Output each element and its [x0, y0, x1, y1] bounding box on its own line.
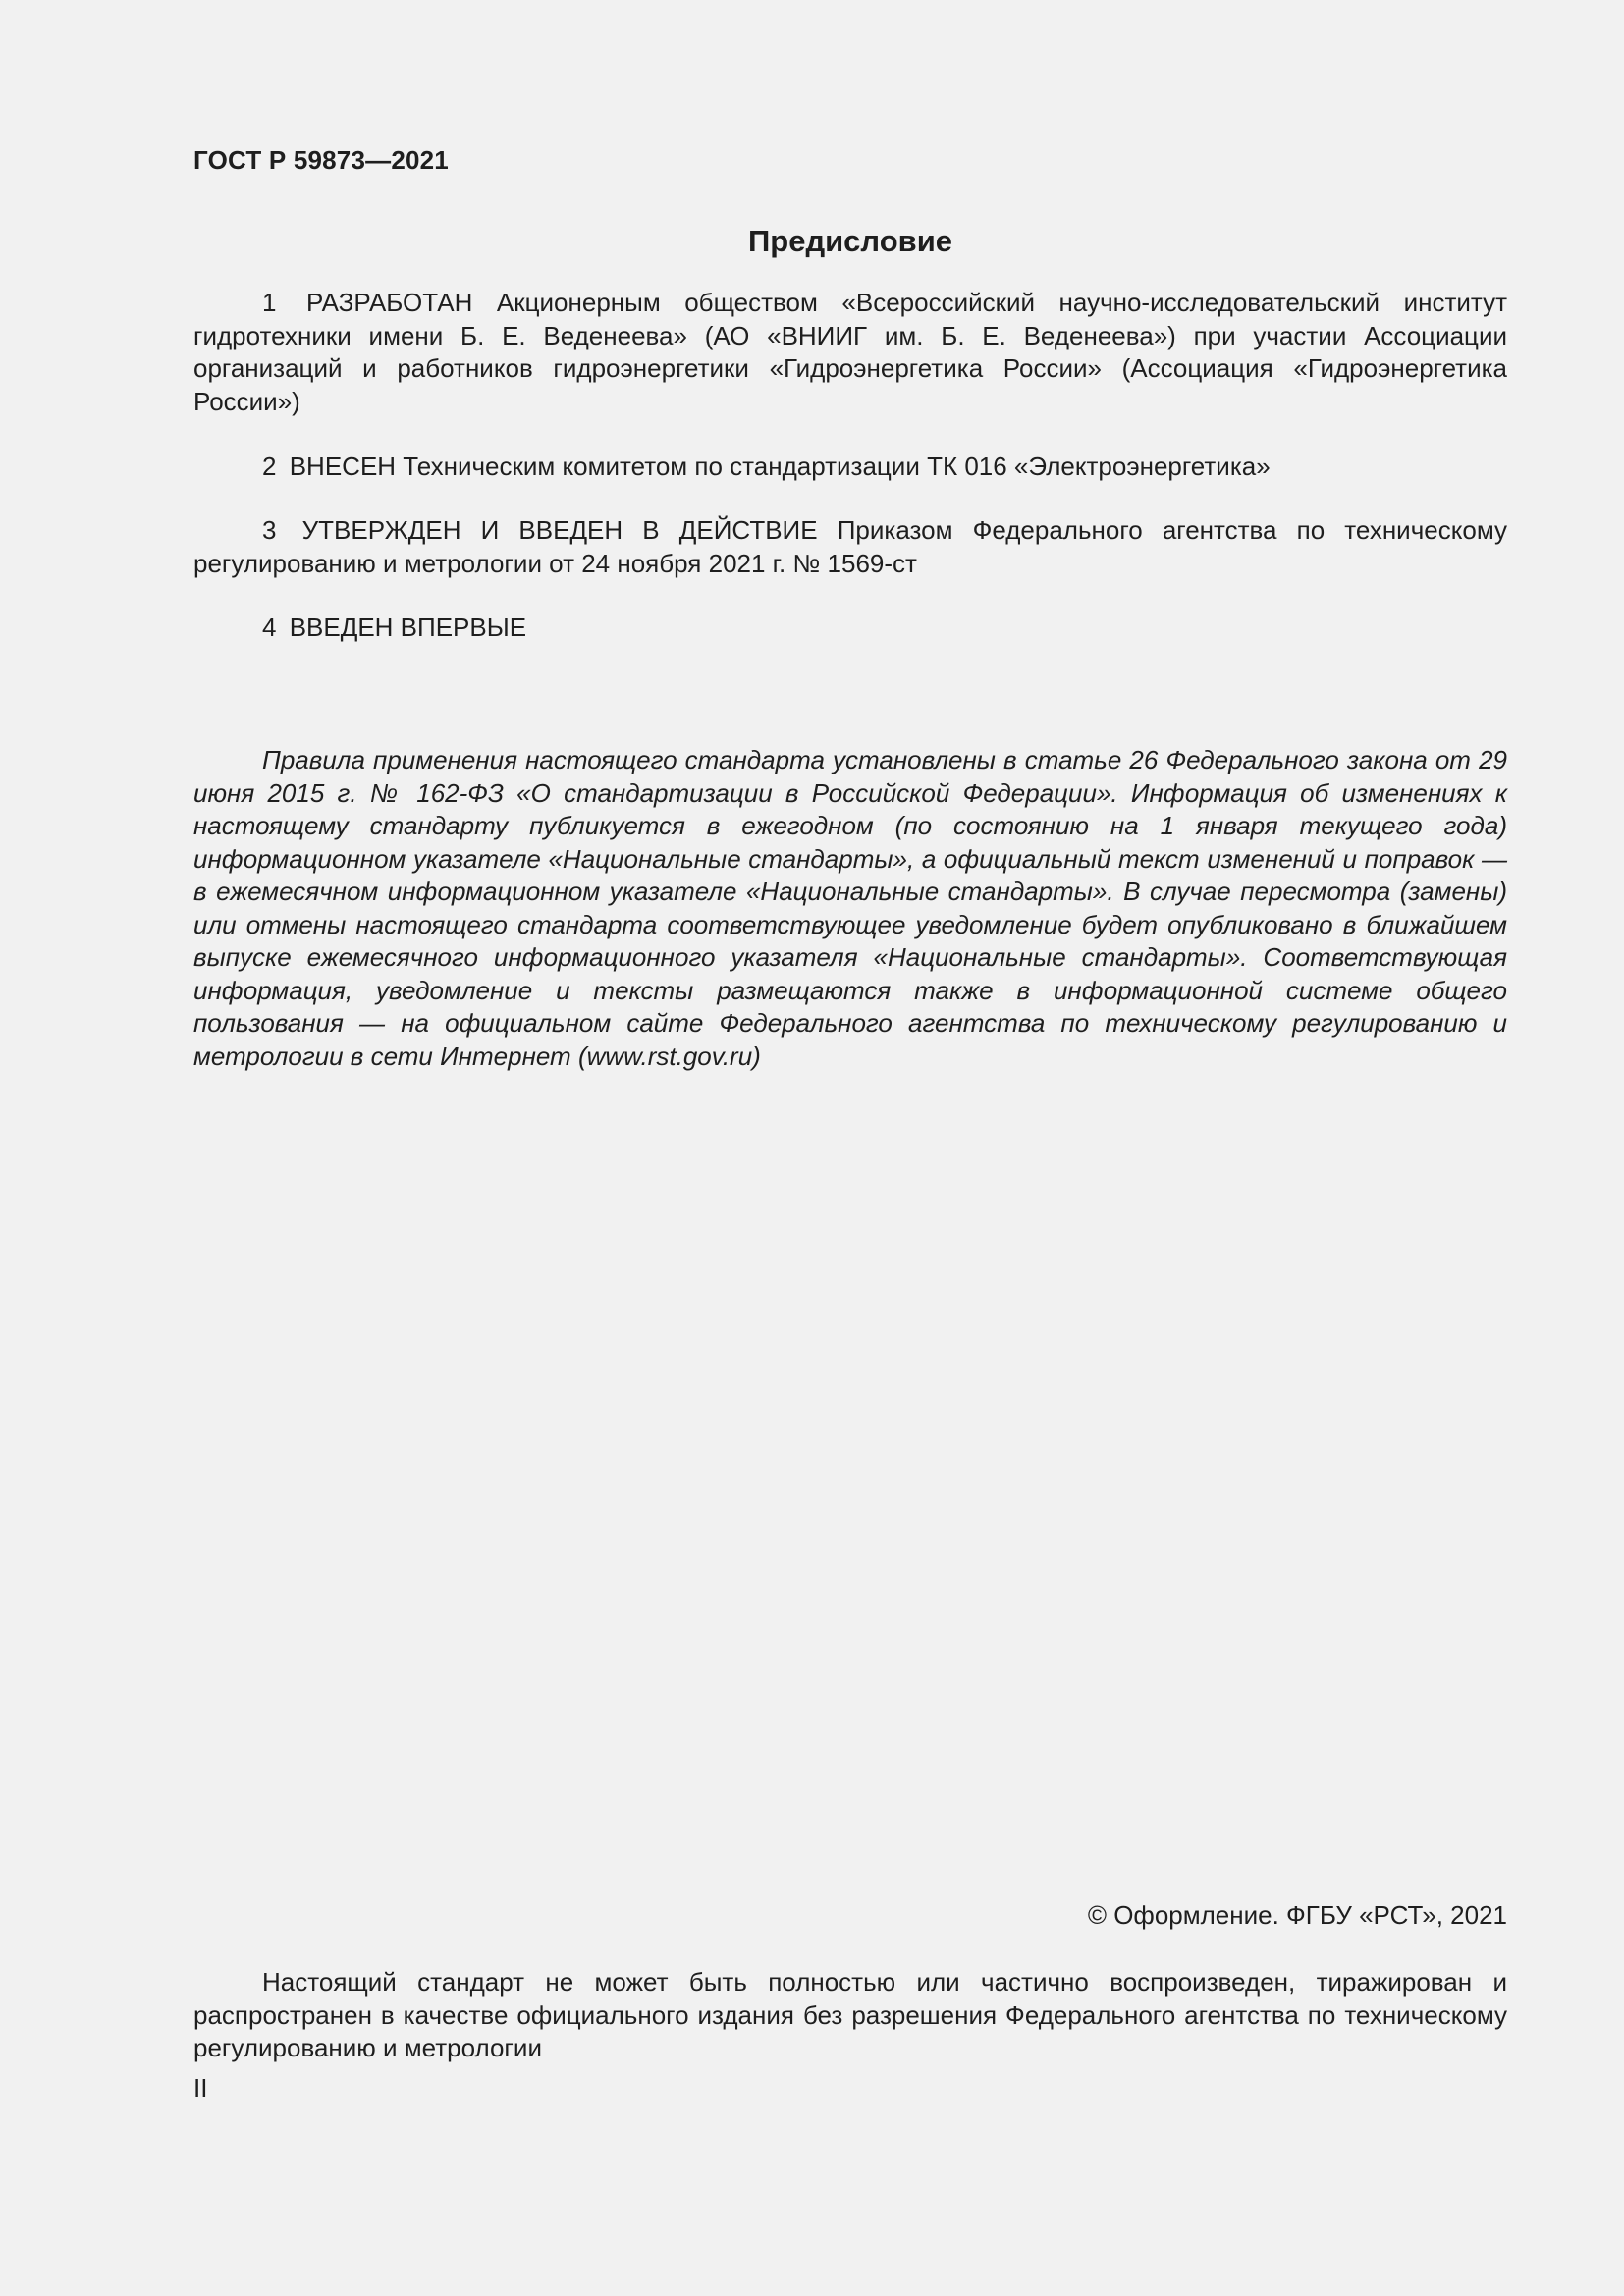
preface-item-2	[193, 451, 1507, 484]
preface-item-text: ВНЕСЕН Техническим комитетом по стандартизации ТК 016 «Электроэнергетика»	[289, 452, 1271, 481]
page-title: Предисловие	[747, 224, 952, 258]
preface-item-3	[193, 514, 1507, 580]
preface-item-number: 1	[262, 288, 277, 317]
preface-item-number: 4	[262, 613, 277, 642]
application-rules-note: Правила применения настоящего стандарта установлены в статье 26 Федерального закона от 29 июня 2015 г. № 162-ФЗ «О стандартизации в Российской Федерации». Информация об изменениях к настоящему стандарту публикуется в ежегодном (по состоянию на 1 января текущего года) информационном указателе «Национальные стандарты», а официальный текст изменений и поправок — в ежемесячном информационном указателе «Национальные стандарты». В случае пересмотра (замены) или отмены настоящего стандарта соответствующее уведомление будет опубликовано в ближайшем выпуске ежемесячного информационного указателя «Национальные стандарты». Соответствующая информация, уведомление и тексты размещаются также в информационной системе общего пользования — на официальном сайте Федерального агентства по техническому регулированию и метрологии в сети Интернет (www.rst.gov.ru)	[193, 745, 1507, 1071]
preface-item-1	[193, 287, 1507, 418]
page-number: II	[193, 2073, 208, 2103]
preface-item-text: ВВЕДЕН ВПЕРВЫЕ	[289, 613, 527, 642]
reproduction-note: Настоящий стандарт не может быть полностью или частично воспроизведен, тиражирован и распространен в качестве официального издания без разрешения Федерального агентства по техническому регулированию и метрологии	[193, 1967, 1507, 2062]
preface-item-number: 3	[262, 515, 277, 545]
preface-item-4	[193, 612, 1507, 645]
copyright-line: © Оформление. ФГБУ «РСТ», 2021	[1087, 1900, 1507, 1930]
preface-item-text: УТВЕРЖДЕН И ВВЕДЕН В ДЕЙСТВИЕ Приказом Федерального агентства по техническому регулированию и метрологии от 24 ноября 2021 г. № 1569-ст	[193, 515, 1507, 578]
document-id-header: ГОСТ Р 59873—2021	[193, 145, 449, 175]
preface-item-number: 2	[262, 452, 277, 481]
preface-item-text: РАЗРАБОТАН Акционерным обществом «Всероссийский научно-исследовательский институт гидротехники имени Б. Е. Веденеева» (АО «ВНИИГ им. Б. Е. Веденеева») при участии Ассоциации организаций и работников гидроэнергетики «Гидроэнергетика России» (Ассоциация «Гидроэнергетика России»)	[193, 288, 1507, 416]
